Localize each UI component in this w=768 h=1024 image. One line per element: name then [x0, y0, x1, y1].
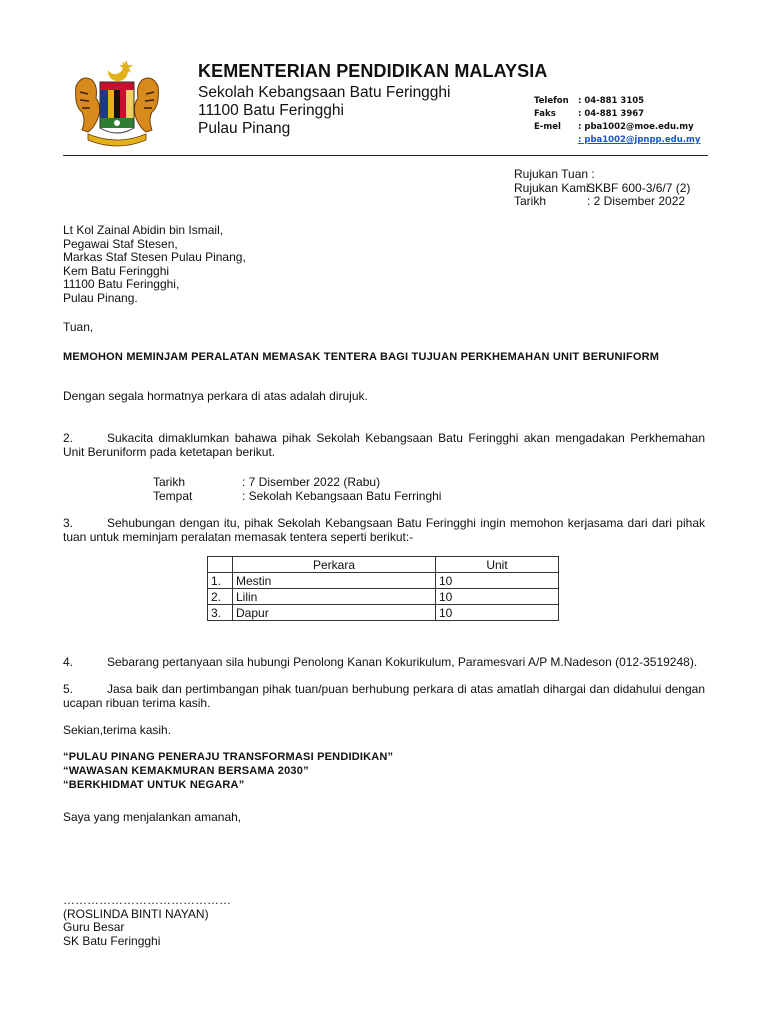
equipment-table: [207, 556, 559, 621]
contact-value: : 04-881 3967: [578, 109, 645, 119]
salutation: Tuan,: [63, 320, 94, 334]
coat-of-arms-logo: [68, 56, 166, 148]
address-line: Lt Kol Zainal Abidin bin Ismail,: [63, 223, 224, 237]
paragraph-text: Sukacita dimaklumkan bahawa pihak Sekolah Kebangsaan Batu Feringghi akan mengadakan Perkhemahan Unit Beruniform pada ketetapan berikut.: [63, 431, 705, 459]
detail-row-date: [153, 476, 441, 490]
table-header: Unit: [436, 557, 559, 573]
ref-value: SKBF 600-3/6/7 (2): [587, 180, 691, 195]
contact-label: [534, 134, 578, 147]
signatory-position: Guru Besar: [63, 920, 125, 934]
school-name: Sekolah Kebangsaan Batu Feringghi: [198, 84, 451, 101]
contact-row-email-2: [534, 134, 700, 147]
email-link[interactable]: : pba1002@jpnpp.edu.my: [578, 135, 701, 145]
paragraph-number: 4.: [63, 655, 74, 669]
contact-label: Faks: [534, 109, 556, 119]
motto-line: “PULAU PINANG PENERAJU TRANSFORMASI PENDIDIKAN”: [63, 751, 394, 763]
reference-block: [514, 168, 690, 209]
detail-label: Tempat: [153, 488, 193, 503]
table-cell: Mestin: [233, 573, 436, 589]
table-row: [208, 605, 559, 621]
signature-block: [63, 894, 231, 948]
ref-label: Tarikh: [514, 194, 547, 208]
contact-label: E-mel: [534, 122, 561, 132]
paragraph-number: 5.: [63, 682, 74, 696]
table-cell: 10: [436, 605, 559, 621]
contact-value: : 04-881 3105: [578, 96, 645, 106]
paragraph-number: 2.: [63, 431, 74, 445]
detail-label: Tarikh: [153, 475, 186, 489]
signatory-school: SK Batu Feringghi: [63, 933, 161, 948]
contact-label: Telefon: [534, 96, 569, 106]
table-header: [208, 557, 233, 573]
table-cell: 10: [436, 573, 559, 589]
table-row: [208, 589, 559, 605]
signoff: Saya yang menjalankan amanah,: [63, 810, 242, 824]
ref-row-kami: [514, 182, 690, 196]
contact-block: [534, 95, 700, 147]
address-line: Markas Staf Stesen Pulau Pinang,: [63, 250, 246, 264]
address-line: Kem Batu Feringghi: [63, 263, 170, 278]
contact-row-phone: [534, 95, 700, 108]
ref-label: Rujukan Tuan :: [514, 167, 595, 181]
ref-label: Rujukan Kami :: [514, 180, 596, 195]
header-divider: [63, 155, 708, 156]
school-state: Pulau Pinang: [198, 120, 291, 137]
table-header-row: [208, 557, 559, 573]
contact-value: : pba1002@moe.edu.my: [578, 122, 694, 132]
address-line: Pulau Pinang.: [63, 290, 138, 305]
ref-value: : 2 Disember 2022: [587, 194, 686, 208]
signatory-name: (ROSLINDA BINTI NAYAN): [63, 906, 209, 921]
closing-line: Sekian,terima kasih.: [63, 723, 172, 737]
paragraph-text: Sebarang pertanyaan sila hubungi Penolong Kanan Kokurikulum, Paramesvari A/P M.Nadeson (012-3519248).: [107, 655, 698, 669]
contact-row-email: [534, 121, 700, 134]
signature-dots: ……………………………………: [63, 893, 231, 907]
ministry-name: KEMENTERIAN PENDIDIKAN MALAYSIA: [198, 61, 548, 81]
motto-block: [63, 750, 393, 792]
event-details: [153, 476, 441, 503]
contact-row-fax: [534, 108, 700, 121]
table-cell: 2.: [208, 589, 233, 605]
paragraph-2: [63, 432, 705, 459]
table-cell: 10: [436, 589, 559, 605]
paragraph-number: 3.: [63, 516, 74, 530]
table-header: Perkara: [233, 557, 436, 573]
paragraph-5: [63, 683, 705, 710]
detail-value: : 7 Disember 2022 (Rabu): [242, 475, 381, 489]
address-line: Pegawai Staf Stesen,: [63, 236, 178, 251]
motto-line: “BERKHIDMAT UNTUK NEGARA”: [63, 779, 245, 791]
paragraph-text: Jasa baik dan pertimbangan pihak tuan/puan berhubung perkara di atas amatlah dihargai dan didahului dengan ucapan ribuan terima kasih.: [63, 682, 705, 710]
school-postcode-city: 11100 Batu Feringghi: [198, 102, 344, 119]
ref-row-tuan: [514, 168, 690, 182]
paragraph-1: Dengan segala hormatnya perkara di atas adalah dirujuk.: [63, 389, 368, 403]
paragraph-text: Sehubungan dengan itu, pihak Sekolah Kebangsaan Batu Feringghi ingin memohon kerjasama dari dari pihak tuan untuk meminjam peralatan memasak tentera seperti berikut:-: [63, 516, 705, 544]
motto-line: “WAWASAN KEMAKMURAN BERSAMA 2030”: [63, 765, 309, 777]
table-cell: Dapur: [233, 605, 436, 621]
address-line: 11100 Batu Feringghi,: [63, 277, 180, 291]
paragraph-3: [63, 517, 705, 544]
detail-row-place: [153, 490, 441, 504]
ref-row-date: [514, 195, 690, 209]
paragraph-4: [63, 656, 705, 670]
letter-subject: MEMOHON MEMINJAM PERALATAN MEMASAK TENTERA BAGI TUJUAN PERKHEMAHAN UNIT BERUNIFORM: [63, 351, 660, 363]
recipient-address: [63, 224, 246, 305]
table-cell: 1.: [208, 573, 233, 589]
table-cell: 3.: [208, 605, 233, 621]
table-cell: Lilin: [233, 589, 436, 605]
table-row: [208, 573, 559, 589]
detail-value: : Sekolah Kebangsaan Batu Ferringhi: [242, 488, 442, 503]
